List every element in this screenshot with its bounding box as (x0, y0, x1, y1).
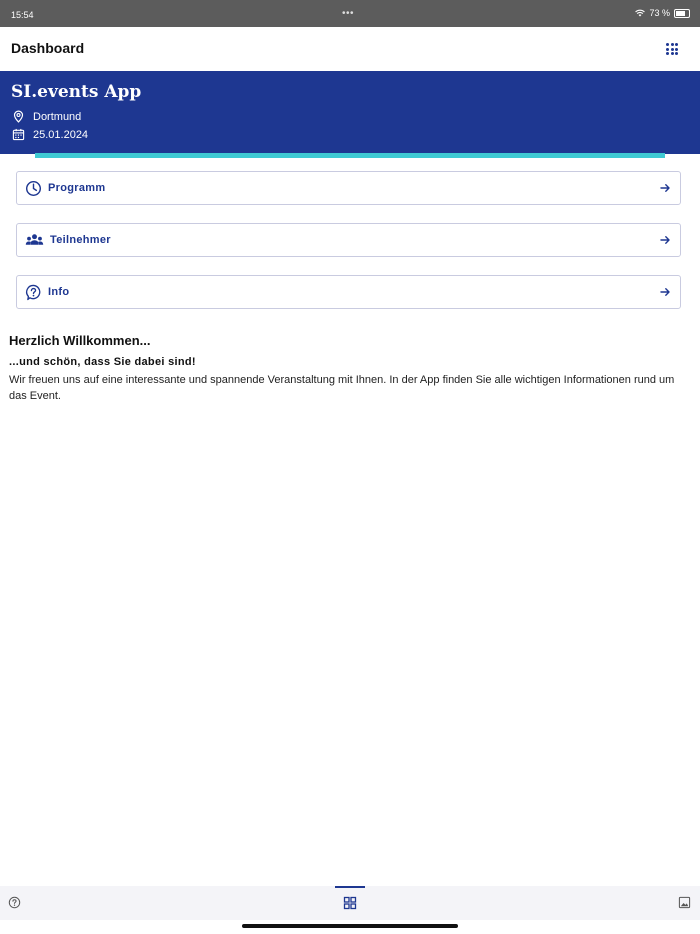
arrow-right-icon (659, 286, 671, 298)
arrow-right-icon (659, 234, 671, 246)
home-indicator (242, 924, 458, 928)
location-pin-icon (12, 110, 25, 123)
active-tab-indicator (335, 886, 365, 888)
event-banner (0, 71, 700, 154)
bottom-tab-bar (0, 886, 700, 920)
event-title: SI.events App (11, 82, 142, 102)
event-location-row (12, 110, 81, 123)
nav-card-info[interactable] (16, 275, 681, 309)
nav-label: Info (48, 286, 70, 298)
nav-label: Teilnehmer (50, 234, 111, 246)
event-date: 25.01.2024 (33, 128, 89, 141)
dashboard-icon[interactable] (343, 896, 357, 910)
welcome-text: Wir freuen uns auf eine interessante und spannende Veranstaltung mit Ihnen. In der App finden Sie alle wichtigen Informationen rund um das Event. (9, 374, 675, 402)
nav-card-teilnehmer[interactable] (16, 223, 681, 257)
battery-percent: 73 % (649, 8, 670, 18)
top-app-bar (0, 27, 700, 71)
welcome-subtitle: ...und schön, dass Sie dabei sind! (9, 356, 196, 368)
page-title: Dashboard (11, 40, 85, 56)
status-right (635, 8, 690, 18)
status-bar (0, 0, 700, 27)
arrow-right-icon (659, 182, 671, 194)
event-progress-bar (35, 153, 665, 158)
calendar-icon (12, 128, 25, 141)
event-date-row (12, 128, 88, 141)
people-icon (25, 232, 44, 249)
wifi-icon (635, 9, 645, 17)
battery-icon (674, 9, 690, 18)
welcome-title: Herzlich Willkommen... (9, 333, 151, 348)
clock-icon (25, 180, 42, 197)
event-progress-fill (35, 153, 665, 158)
status-time: 15:54 (11, 10, 34, 20)
apps-grid-icon[interactable] (666, 43, 678, 55)
help-icon[interactable] (8, 896, 21, 909)
image-icon[interactable] (678, 896, 691, 909)
nav-card-programm[interactable] (16, 171, 681, 205)
help-bubble-icon (25, 284, 42, 301)
event-location: Dortmund (33, 110, 82, 123)
nav-label: Programm (48, 182, 106, 194)
multitasking-dots[interactable]: ••• (342, 8, 355, 19)
